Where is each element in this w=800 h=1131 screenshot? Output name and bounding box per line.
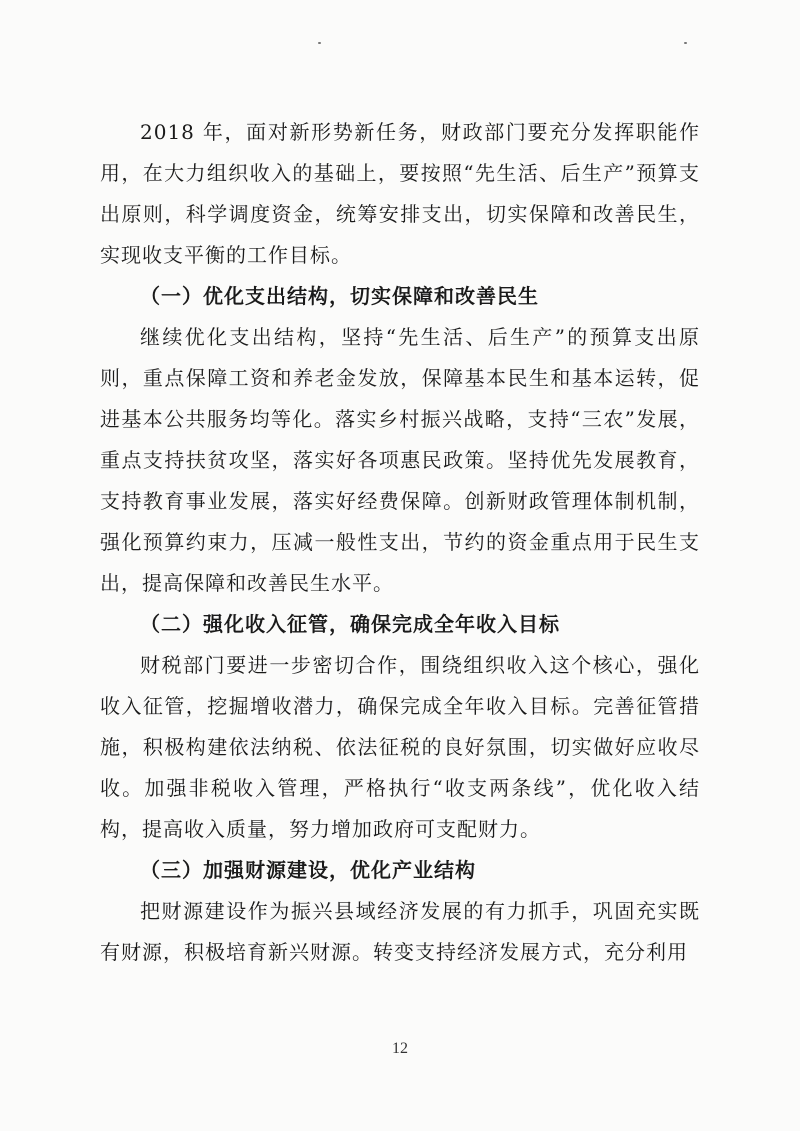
paragraph-section-3: 把财源建设作为振兴县域经济发展的有力抓手，巩固充实既有财源，积极培育新兴财源。转变支持经济发展方式，充分利用: [100, 899, 700, 964]
page-number: 12: [392, 1040, 408, 1057]
body-text: [100, 112, 700, 973]
scan-speck: [318, 42, 321, 44]
paragraph-section-1: 继续优化支出结构，坚持“先生活、后生产”的预算支出原则，重点保障工资和养老金发放，保障基本民生和基本运转，促进基本公共服务均等化。落实乡村振兴战略，支持“三农”发展，重点支持扶贫攻坚，落实好各项惠民政策。坚持优先发展教育，支持教育事业发展，落实好经费保障。创新财政管理体制机制，强化预算约束力，压减一般性支出，节约的资金重点用于民生支出，提高保障和改善民生水平。: [100, 325, 700, 595]
paragraph-section-2: 财税部门要进一步密切合作，围绕组织收入这个核心，强化收入征管，挖掘增收潜力，确保完成全年收入目标。完善征管措施，积极构建依法纳税、依法征税的良好氛围，切实做好应收尽收。加强非税收入管理，严格执行“收支两条线”，优化收入结构，提高收入质量，努力增加政府可支配财力。: [100, 653, 700, 841]
scan-speck: [684, 42, 687, 44]
section-heading-2: （二）强化收入征管，确保完成全年收入目标: [140, 612, 560, 636]
paragraph-intro: 2018 年，面对新形势新任务，财政部门要充分发挥职能作用，在大力组织收入的基础上，要按照“先生活、后生产”预算支出原则，科学调度资金，统筹安排支出，切实保障和改善民生，实现收支平衡的工作目标。: [100, 120, 700, 267]
section-heading-3: （三）加强财源建设，优化产业结构: [140, 858, 476, 882]
section-heading-1: （一）优化支出结构，切实保障和改善民生: [140, 284, 539, 308]
